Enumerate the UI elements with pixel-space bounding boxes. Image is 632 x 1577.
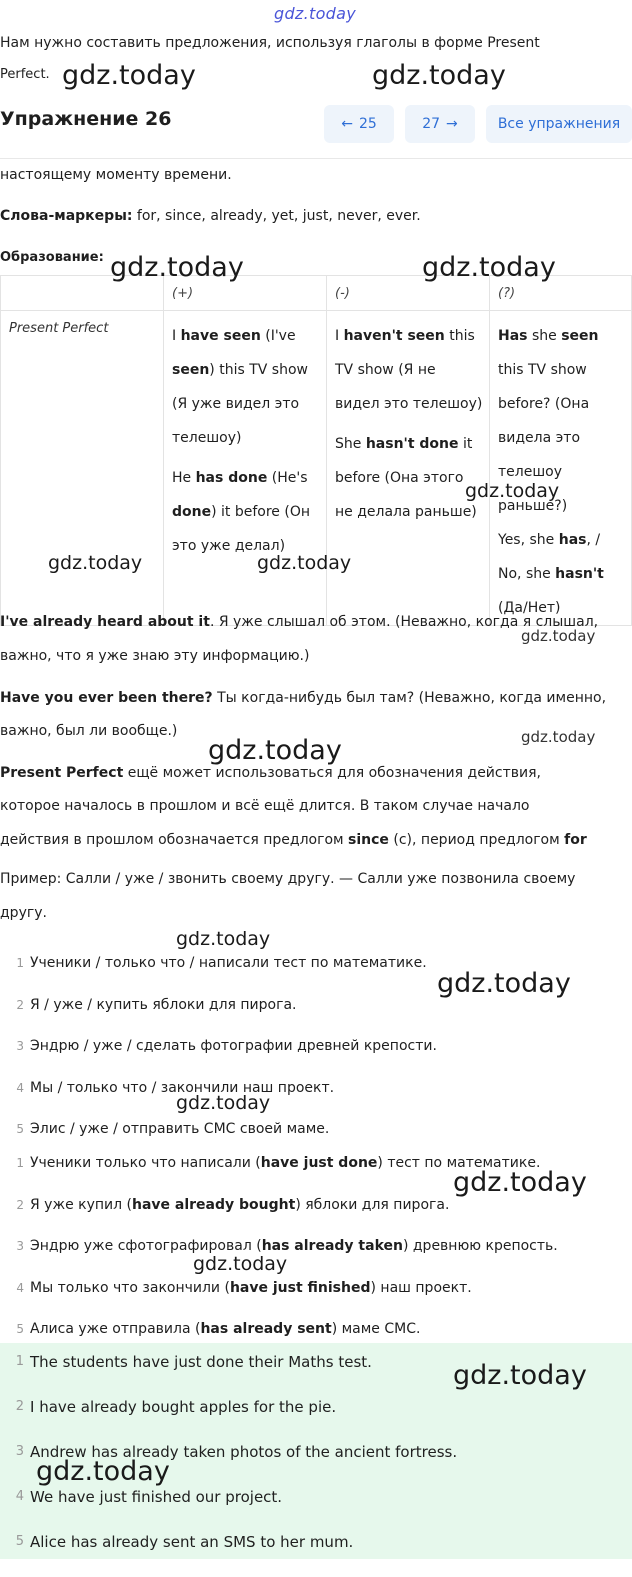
intro-line-1: Нам нужно составить предложения, используя глаголы в форме Present (0, 35, 540, 51)
watermark: gdz.today (62, 60, 196, 91)
watermark: gdz.today (465, 480, 560, 502)
continuation-line-2: которое началось в прошлом и всё ещё длится. В таком случае начало (0, 798, 530, 814)
list-item: 2 Я уже купил (have already bought) яблоки для пирога. (16, 1196, 450, 1213)
list-item: 2 Я / уже / купить яблоки для пирога. (16, 996, 297, 1013)
example-1-line-1: I've already heard about it. Я уже слышал об этом. (Неважно, когда я слышал, (0, 614, 599, 630)
sample-line-2: другу. (0, 905, 47, 921)
formation-label: Образование: (0, 250, 104, 265)
site-logo[interactable]: gdz.today (274, 4, 356, 23)
list-item: 1 Ученики / только что / написали тест по математике. (16, 955, 427, 971)
table-cell-question (490, 311, 632, 626)
markers-line (0, 199, 632, 233)
watermark: gdz.today (176, 928, 271, 950)
example-2-line-1: Have you ever been there? Ты когда-нибудь был там? (Неважно, когда именно, (0, 690, 607, 706)
theory-moment-line: настоящему моменту времени. (0, 167, 232, 183)
example-1-line-2: важно, что я уже знаю эту информацию.) (0, 648, 310, 664)
negative-example-2: She hasn't done it before (Она этого не делала раньше) (335, 436, 477, 520)
list-item: 3 Эндрю уже сфотографировал (has already taken) древнюю крепость. (16, 1238, 558, 1254)
question-example-1: Has she seen this TV show before? (Она видела это телешоу раньше?) (498, 328, 599, 514)
continuation-line-3: действия в прошлом обозначается предлогом since (с), период предлогом for (0, 832, 587, 848)
list-item: 5 Алиса уже отправила (has already sent) маме СМС. (16, 1321, 421, 1337)
watermark: gdz.today (36, 1456, 170, 1487)
negative-example-1: I haven't seen this TV show (Я не видел это телешоу) (335, 328, 483, 412)
list-item: 5 Элис / уже / отправить СМС своей маме. (16, 1121, 330, 1137)
list-item: 2 I have already bought apples for the pie. (15, 1398, 337, 1416)
table-cell-negative (327, 311, 490, 626)
example-2-line-2: важно, был ли вообще.) (0, 723, 178, 739)
table-cell-positive (164, 311, 327, 626)
all-exercises-label: Все упражнения (497, 116, 621, 132)
positive-example-1: I have seen (I've seen) this TV show (Я уже видел это телешоу) (172, 328, 308, 446)
intro-line-2: Perfect. (0, 67, 50, 82)
list-item: 4 We have just finished our project. (15, 1488, 283, 1506)
arrow-right-icon: → (446, 116, 458, 132)
watermark: gdz.today (437, 968, 571, 999)
watermark: gdz.today (453, 1167, 587, 1198)
watermark: gdz.today (521, 627, 596, 645)
list-item: 3 Эндрю / уже / сделать фотографии древней крепости. (16, 1038, 437, 1054)
watermark: gdz.today (257, 552, 352, 574)
watermark: gdz.today (372, 60, 506, 91)
prev-exercise-label: 25 (358, 116, 377, 132)
sample-line-1: Пример: Салли / уже / звонить своему другу. — Салли уже позвонила своему (0, 871, 576, 887)
watermark: gdz.today (48, 552, 143, 574)
positive-example-2: He has done (He's done) it before (Он это уже делал) (172, 470, 310, 554)
next-exercise-button[interactable] (405, 105, 475, 143)
exercise-title: Упражнение 26 (0, 108, 172, 130)
list-item: 1 Ученики только что написали (have just done) тест по математике. (16, 1155, 541, 1171)
list-item: 5 Alice has already sent an SMS to her mum. (15, 1533, 354, 1551)
watermark: gdz.today (208, 735, 342, 766)
list-item: 4 Мы только что закончили (have just finished) наш проект. (16, 1279, 472, 1296)
all-exercises-button[interactable] (486, 105, 632, 143)
markers-label: Слова-маркеры: (0, 208, 133, 224)
list-item: 3 Andrew has already taken photos of the ancient fortress. (15, 1443, 458, 1461)
next-exercise-label: 27 (422, 116, 441, 132)
watermark: gdz.today (521, 728, 596, 746)
table-header-positive: (+) (164, 276, 327, 311)
table-row-label: Present Perfect (1, 311, 164, 626)
watermark: gdz.today (110, 252, 244, 283)
list-item: 4 Мы / только что / закончили наш проект. (16, 1079, 335, 1096)
list-item: 1 The students have just done their Maths test. (15, 1353, 372, 1371)
watermark: gdz.today (176, 1092, 271, 1114)
continuation-line-1: Present Perfect ещё может использоваться для обозначения действия, (0, 765, 541, 781)
watermark: gdz.today (422, 252, 556, 283)
table-header-negative: (-) (327, 276, 490, 311)
watermark: gdz.today (453, 1360, 587, 1391)
table-header-question: (?) (490, 276, 632, 311)
watermark: gdz.today (193, 1253, 288, 1275)
question-example-2: Yes, she has, / No, she hasn't (Да/Нет) (498, 532, 604, 616)
markers-text: for, since, already, yet, just, never, ever. (132, 208, 421, 224)
prev-exercise-button[interactable] (324, 105, 394, 143)
arrow-left-icon: ← (341, 116, 353, 132)
